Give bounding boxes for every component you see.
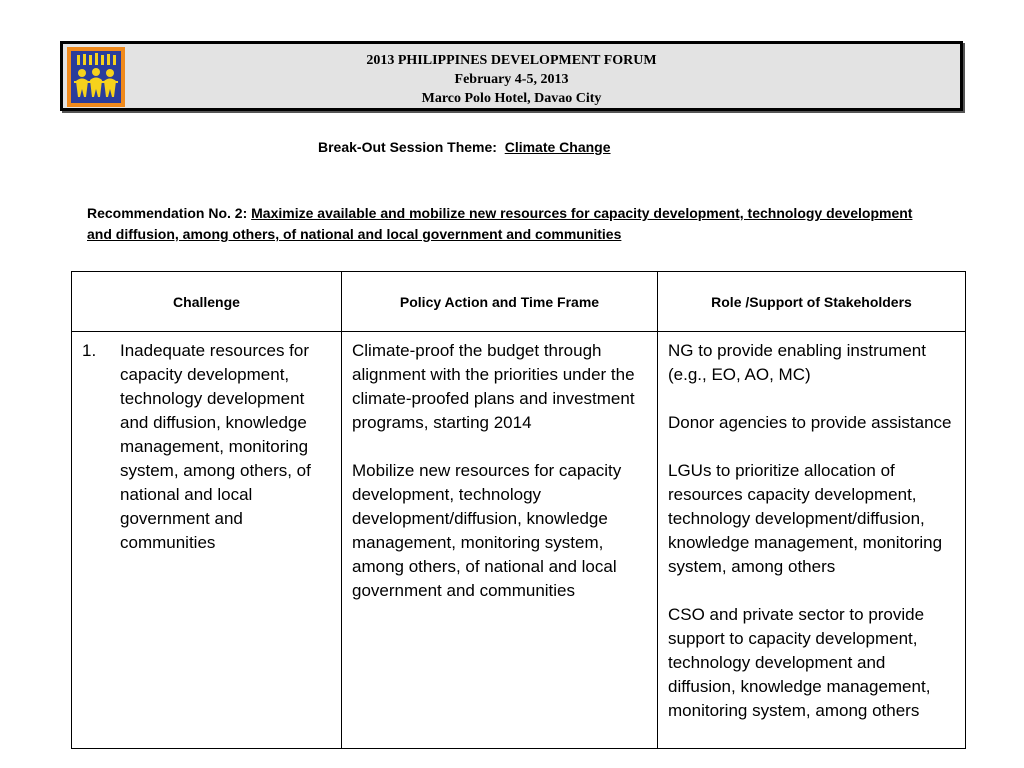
column-header-policy-action: Policy Action and Time Frame [342, 272, 658, 332]
forum-header [60, 41, 963, 111]
stakeholder-role-item: LGUs to prioritize allocation of resources capacity development, technology development/diffusion, knowledge management, monitoring system, among others [668, 461, 943, 576]
recommendation-label: Recommendation No. 2: [87, 205, 248, 221]
forum-venue: Marco Polo Hotel, Davao City [421, 91, 602, 106]
forum-logo-people-icon [67, 47, 125, 107]
session-theme-label: Break-Out Session Theme: [318, 139, 497, 155]
challenge-text: Inadequate resources for capacity development, technology development and diffusion, knowledge management, monitoring system, among others, of national and local government and communities [120, 341, 311, 552]
table-header-row [72, 272, 966, 332]
stakeholder-role-item: Donor agencies to provide assistance [668, 413, 952, 432]
policy-action-item: Climate-proof the budget through alignment with the priorities under the climate-proofed plans and investment programs, starting 2014 [352, 341, 635, 432]
session-theme-value: Climate Change [504, 139, 611, 155]
table-row [72, 332, 966, 749]
challenge-number: 1. [82, 341, 97, 360]
stakeholder-role-item: CSO and private sector to provide support to capacity development, technology development and diffusion, knowledge management, monitoring system, among others [668, 605, 931, 720]
stakeholder-role-item: NG to provide enabling instrument (e.g., EO, AO, MC) [668, 341, 926, 384]
column-header-stakeholders: Role /Support of Stakeholders [658, 272, 966, 332]
forum-dates: February 4-5, 2013 [454, 72, 569, 87]
forum-title: 2013 PHILIPPINES DEVELOPMENT FORUM [366, 53, 657, 68]
forum-logo-graphic [71, 51, 121, 103]
session-theme [318, 139, 611, 155]
column-header-challenge: Challenge [72, 272, 342, 332]
recommendation [87, 203, 917, 245]
challenge-cell [72, 332, 342, 749]
forum-title-block [133, 51, 890, 108]
recommendation-text: Maximize available and mobilize new resources for capacity development, technology development and diffusion, among others, of national and local government and communities [87, 205, 913, 242]
recommendation-table [71, 271, 966, 749]
policy-action-cell [342, 332, 658, 749]
stakeholder-role-cell [658, 332, 966, 749]
policy-action-item: Mobilize new resources for capacity development, technology development/diffusion, knowledge management, monitoring system, among others, of national and local government and communities [352, 461, 622, 600]
